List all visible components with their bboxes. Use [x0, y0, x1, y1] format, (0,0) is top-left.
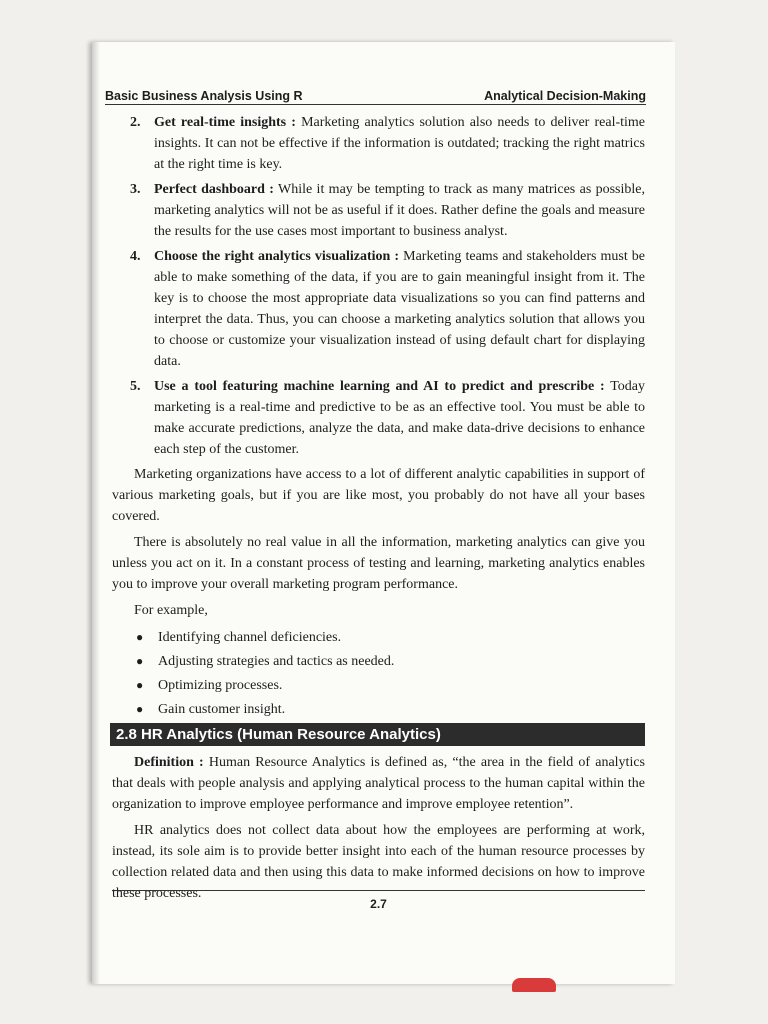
definition-label: Definition : [134, 755, 204, 770]
item-title: Get real-time insights : [154, 115, 296, 130]
item-number: 5. [130, 379, 141, 394]
bullet-list [112, 625, 645, 721]
item-title: Perfect dashboard : [154, 182, 274, 197]
bullet-icon: ● [136, 677, 144, 692]
bullet-icon: ● [136, 653, 144, 668]
example-intro: For example, [134, 603, 208, 618]
numbered-item [112, 179, 645, 242]
item-title: Use a tool featuring machine learning and AI to predict and prescribe : [154, 379, 605, 394]
definition-paragraph [112, 752, 645, 815]
bullet-item [136, 625, 645, 649]
section-heading: 2.8 HR Analytics (Human Resource Analytics) [110, 723, 645, 746]
book-page [92, 42, 675, 984]
red-tab-mark [512, 978, 556, 992]
bullet-item [136, 697, 645, 721]
item-text: Today marketing is a real-time and predictive to be as an effective tool. You must be able to make accurate predictions, analyze the data, and make data-drive decisions to enhance each step of the customer. [154, 379, 645, 457]
definition-text: Human Resource Analytics is defined as, “the area in the field of analytics that deals with people analysis and applying analytical process to the human capital within the organization to improve employee performance and improve employee retention”. [112, 755, 645, 812]
bullet-icon: ● [136, 629, 144, 644]
item-body [154, 246, 645, 372]
bullet-text: Optimizing processes. [158, 677, 283, 693]
item-body [154, 376, 645, 460]
numbered-item [112, 376, 645, 460]
body-paragraph: There is absolutely no real value in all the information, marketing analytics can give you unless you act on it. In a constant process of testing and learning, marketing analytics enables you to improve your overall marketing program performance. [112, 535, 645, 592]
bullet-item [136, 673, 645, 697]
item-text: Marketing analytics solution also needs to deliver real-time insights. It can not be effective if the information is outdated; tracking the right matrics at the right time is key. [154, 115, 646, 172]
bullet-text: Gain customer insight. [158, 701, 286, 717]
item-body [154, 112, 645, 175]
numbered-list [112, 112, 645, 460]
bullet-text: Identifying channel deficiencies. [158, 629, 342, 645]
item-number: 4. [130, 249, 141, 264]
header-book-title: Basic Business Analysis Using R [105, 89, 303, 103]
running-header [105, 89, 646, 105]
page-number: 2.7 [370, 897, 387, 911]
numbered-item [112, 246, 645, 372]
item-body [154, 179, 645, 242]
bullet-text: Adjusting strategies and tactics as needed. [158, 653, 395, 669]
item-number: 3. [130, 182, 141, 197]
page-content [112, 112, 645, 909]
numbered-item [112, 112, 645, 175]
item-number: 2. [130, 115, 141, 130]
header-chapter-title: Analytical Decision-Making [484, 89, 646, 103]
bullet-item [136, 649, 645, 673]
page-footer [112, 890, 645, 911]
item-text: Marketing teams and stakeholders must be able to make something of the data, if you are to gain meaningful insight from it. The key is to choose the most appropriate data visualizations so you can find patterns and interpret the data. Thus, you can choose a marketing analytics solution that allows you to choose or customize your visualization instead of using default chart for displaying data. [154, 249, 646, 369]
item-title: Choose the right analytics visualization : [154, 249, 400, 264]
item-text: While it may be tempting to track as many matrices as possible, marketing analytics will not be as useful if it does. Rather define the goals and measure the results for the use cases most important to business analyst. [154, 182, 646, 239]
body-paragraph: Marketing organizations have access to a lot of different analytic capabilities in support of various marketing goals, but if you are like most, you probably do not have all your bases covered. [112, 467, 645, 524]
bullet-icon: ● [136, 701, 144, 716]
body-paragraph: HR analytics does not collect data about how the employees are performing at work, instead, its sole aim is to provide better insight into each of the human resource processes by collection related data and then using this data to make informed decisions on how to improve these processes. [112, 823, 645, 901]
